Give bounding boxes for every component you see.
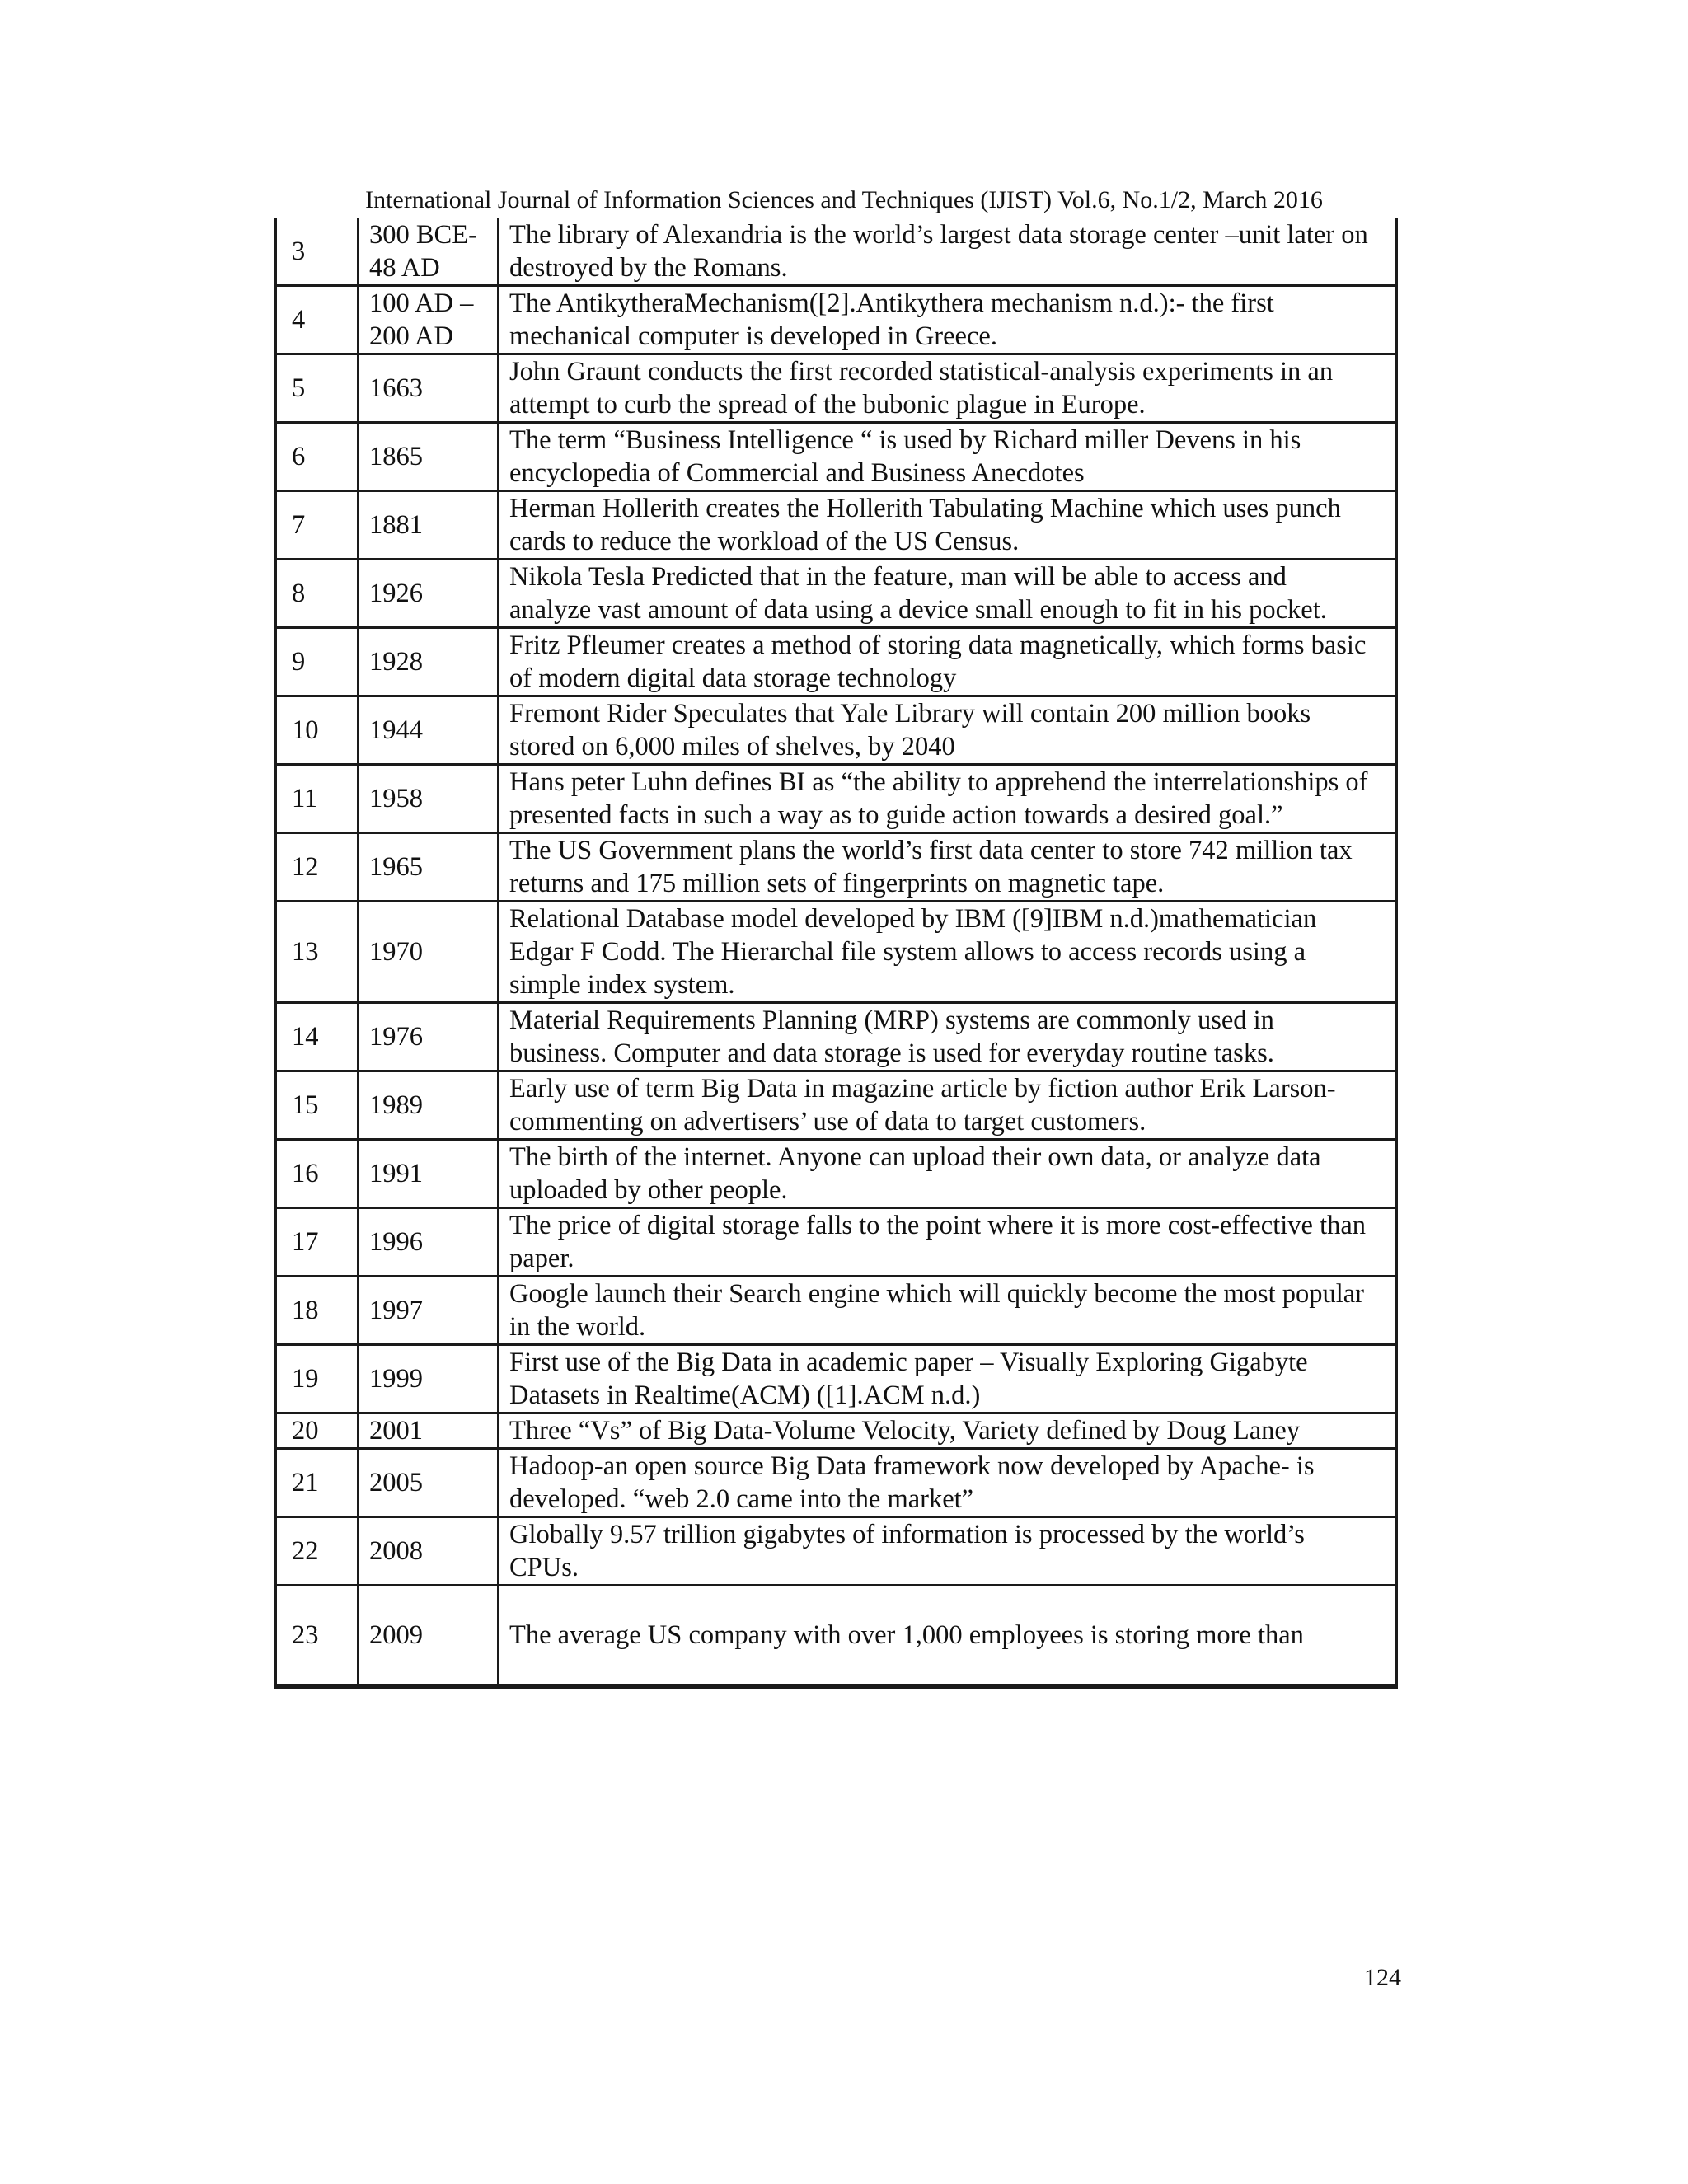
- year-cell: 2009: [359, 1586, 499, 1685]
- year-cell: 300 BCE- 48 AD: [359, 218, 499, 286]
- event-cell: Nikola Tesla Predicted that in the feature, man will be able to access and analyze vast amount of data using a device small enough to fit in his pocket.: [499, 560, 1397, 628]
- year-cell: 1976: [359, 1003, 499, 1071]
- table-row: [276, 1586, 1397, 1685]
- year-cell: [359, 1685, 499, 1688]
- year-cell: 1970: [359, 902, 499, 1003]
- year-cell: 1944: [359, 696, 499, 765]
- event-cell: The AntikytheraMechanism([2].Antikythera mechanism n.d.):- the first mechanical computer is developed in Greece.: [499, 286, 1397, 354]
- row-number-cell: 10: [276, 696, 359, 765]
- table-row: [276, 560, 1397, 628]
- event-cell: The US Government plans the world’s first data center to store 742 million tax returns and 175 million sets of fingerprints on magnetic tape.: [499, 833, 1397, 902]
- event-cell: John Graunt conducts the first recorded statistical-analysis experiments in an attempt to curb the spread of the bubonic plague in Europe.: [499, 354, 1397, 423]
- event-cell: The library of Alexandria is the world’s largest data storage center –unit later on destroyed by the Romans.: [499, 218, 1397, 286]
- year-cell: 2005: [359, 1449, 499, 1517]
- row-number-cell: 12: [276, 833, 359, 902]
- event-cell: Three “Vs” of Big Data-Volume Velocity, Variety defined by Doug Laney: [499, 1413, 1397, 1449]
- table-row: [276, 286, 1397, 354]
- table-row: [276, 765, 1397, 833]
- page-number: 124: [1364, 1964, 1401, 1991]
- year-cell: 1989: [359, 1071, 499, 1140]
- row-number-cell: 17: [276, 1208, 359, 1277]
- row-number-cell: 3: [276, 218, 359, 286]
- table-row: [276, 1140, 1397, 1208]
- table-row: [276, 354, 1397, 423]
- year-cell: 1997: [359, 1277, 499, 1345]
- year-cell: 1881: [359, 491, 499, 560]
- row-number-cell: 4: [276, 286, 359, 354]
- row-number-cell: 18: [276, 1277, 359, 1345]
- row-number-cell: 20: [276, 1413, 359, 1449]
- running-header: International Journal of Information Sciences and Techniques (IJIST) Vol.6, No.1/2, March 2016: [365, 186, 1323, 213]
- event-cell: The average US company with over 1,000 employees is storing more than: [499, 1586, 1397, 1685]
- row-number-cell: 23: [276, 1586, 359, 1685]
- row-number-cell: 21: [276, 1449, 359, 1517]
- row-number-cell: 11: [276, 765, 359, 833]
- table-row: [276, 1345, 1397, 1413]
- table-row: [276, 423, 1397, 491]
- table-row: [276, 1685, 1397, 1688]
- year-cell: 1999: [359, 1345, 499, 1413]
- table-row: [276, 1449, 1397, 1517]
- table-row: [276, 628, 1397, 696]
- event-cell: Herman Hollerith creates the Hollerith Tabulating Machine which uses punch cards to reduce the workload of the US Census.: [499, 491, 1397, 560]
- event-cell: Fremont Rider Speculates that Yale Library will contain 200 million books stored on 6,000 miles of shelves, by 2040: [499, 696, 1397, 765]
- event-cell: Fritz Pfleumer creates a method of storing data magnetically, which forms basic of modern digital data storage technology: [499, 628, 1397, 696]
- table-row: [276, 1003, 1397, 1071]
- year-cell: 1965: [359, 833, 499, 902]
- table-row: [276, 1071, 1397, 1140]
- event-cell: Hans peter Luhn defines BI as “the ability to apprehend the interrelationships of presented facts in such a way as to guide action towards a desired goal.”: [499, 765, 1397, 833]
- table-row: [276, 491, 1397, 560]
- table-row: [276, 1277, 1397, 1345]
- year-cell: 1663: [359, 354, 499, 423]
- event-cell: The price of digital storage falls to the point where it is more cost-effective than paper.: [499, 1208, 1397, 1277]
- event-cell: The birth of the internet. Anyone can upload their own data, or analyze data uploaded by other people.: [499, 1140, 1397, 1208]
- big-data-timeline-table: [274, 218, 1398, 1689]
- table-row: [276, 1517, 1397, 1586]
- event-cell: First use of the Big Data in academic paper – Visually Exploring Gigabyte Datasets in Realtime(ACM) ([1].ACM n.d.): [499, 1345, 1397, 1413]
- row-number-cell: [276, 1685, 359, 1688]
- event-cell: Globally 9.57 trillion gigabytes of information is processed by the world’s CPUs.: [499, 1517, 1397, 1586]
- row-number-cell: 14: [276, 1003, 359, 1071]
- year-cell: 1928: [359, 628, 499, 696]
- event-cell: Google launch their Search engine which will quickly become the most popular in the world.: [499, 1277, 1397, 1345]
- year-cell: 1865: [359, 423, 499, 491]
- year-cell: 1991: [359, 1140, 499, 1208]
- year-cell: 1996: [359, 1208, 499, 1277]
- row-number-cell: 5: [276, 354, 359, 423]
- row-number-cell: 7: [276, 491, 359, 560]
- row-number-cell: 6: [276, 423, 359, 491]
- year-cell: 1958: [359, 765, 499, 833]
- table-row: [276, 1413, 1397, 1449]
- event-cell: Material Requirements Planning (MRP) systems are commonly used in business. Computer and data storage is used for everyday routine tasks.: [499, 1003, 1397, 1071]
- table-row: [276, 218, 1397, 286]
- year-cell: 2001: [359, 1413, 499, 1449]
- table-row: [276, 696, 1397, 765]
- year-cell: 1926: [359, 560, 499, 628]
- event-cell: [499, 1685, 1397, 1688]
- table-row: [276, 833, 1397, 902]
- event-cell: Early use of term Big Data in magazine article by fiction author Erik Larson- commenting on advertisers’ use of data to target customers.: [499, 1071, 1397, 1140]
- event-cell: Hadoop-an open source Big Data framework now developed by Apache- is developed. “web 2.0 came into the market”: [499, 1449, 1397, 1517]
- row-number-cell: 19: [276, 1345, 359, 1413]
- row-number-cell: 9: [276, 628, 359, 696]
- row-number-cell: 8: [276, 560, 359, 628]
- year-cell: 2008: [359, 1517, 499, 1586]
- table-row: [276, 1208, 1397, 1277]
- row-number-cell: 22: [276, 1517, 359, 1586]
- row-number-cell: 13: [276, 902, 359, 1003]
- event-cell: The term “Business Intelligence “ is used by Richard miller Devens in his encyclopedia of Commercial and Business Anecdotes: [499, 423, 1397, 491]
- row-number-cell: 15: [276, 1071, 359, 1140]
- row-number-cell: 16: [276, 1140, 359, 1208]
- year-cell: 100 AD – 200 AD: [359, 286, 499, 354]
- table-row: [276, 902, 1397, 1003]
- event-cell: Relational Database model developed by IBM ([9]IBM n.d.)mathematician Edgar F Codd. The Hierarchal file system allows to access records using a simple index system.: [499, 902, 1397, 1003]
